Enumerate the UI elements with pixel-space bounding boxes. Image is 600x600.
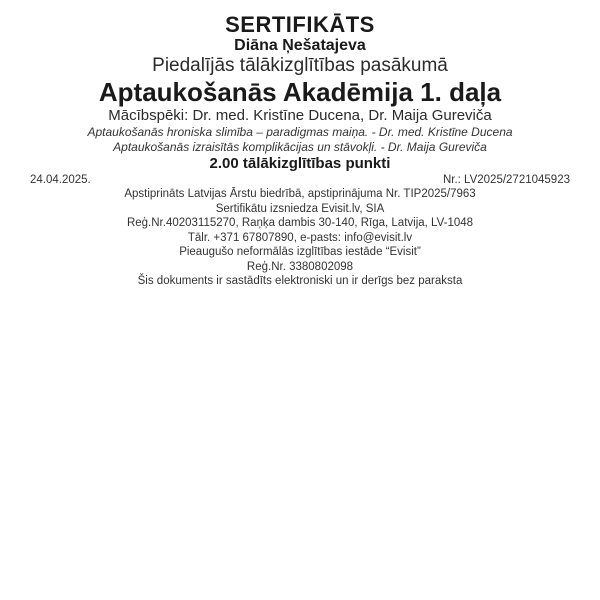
- meta-row: [0, 173, 600, 187]
- session-topics: [0, 125, 600, 155]
- points-line: 2.00 tālākizglītības punkti: [209, 155, 391, 172]
- certificate-title: SERTIFIKĀTS: [225, 12, 375, 37]
- session-topic: Aptaukošanās hroniska slimība – paradigmas maiņa. - Dr. med. Kristīne Ducena: [87, 125, 513, 139]
- issue-date: 24.04.2025.: [30, 174, 91, 186]
- session-topic: Aptaukošanās izraisītās komplikācijas un stāvokļi. - Dr. Maija Gureviča: [113, 140, 487, 154]
- organization-line: Pieaugušo neformālās izglītības iestāde “Evisit”: [179, 246, 421, 258]
- issuer-info-line: Apstiprināts Latvijas Ārstu biedrībā, apstiprinājuma Nr. TIP2025/7963: [124, 188, 476, 200]
- certificate-number: Nr.: LV2025/2721045923: [442, 174, 570, 186]
- course-title: Aptaukošanās Akadēmija 1. daļa: [98, 77, 502, 107]
- lecturers-line: Mācībspēki: Dr. med. Kristīne Ducena, Dr. Maija Gureviča: [108, 107, 492, 124]
- issuer-info-block: [0, 187, 600, 245]
- recipient-name: Diāna Ņešatajeva: [234, 37, 366, 54]
- issuer-info-line: Sertifikātu izsniedza Evisit.lv, SIA: [215, 202, 385, 215]
- issuer-info-line: Tālr. +371 67807890, e-pasts: info@evisit.lv: [187, 231, 413, 244]
- organization-block: [0, 245, 600, 274]
- participation-text: Piedalījās tālākizglītības pasākumā: [152, 55, 448, 76]
- disclaimer-text: Šis dokuments ir sastādīts elektroniski un ir derīgs bez paraksta: [137, 275, 463, 287]
- issuer-info-line: Reģ.Nr.40203115270, Raņķa dambis 30-140, Rīga, Latvija, LV-1048: [126, 217, 474, 229]
- organization-line: Reģ.Nr. 3380802098: [246, 260, 354, 273]
